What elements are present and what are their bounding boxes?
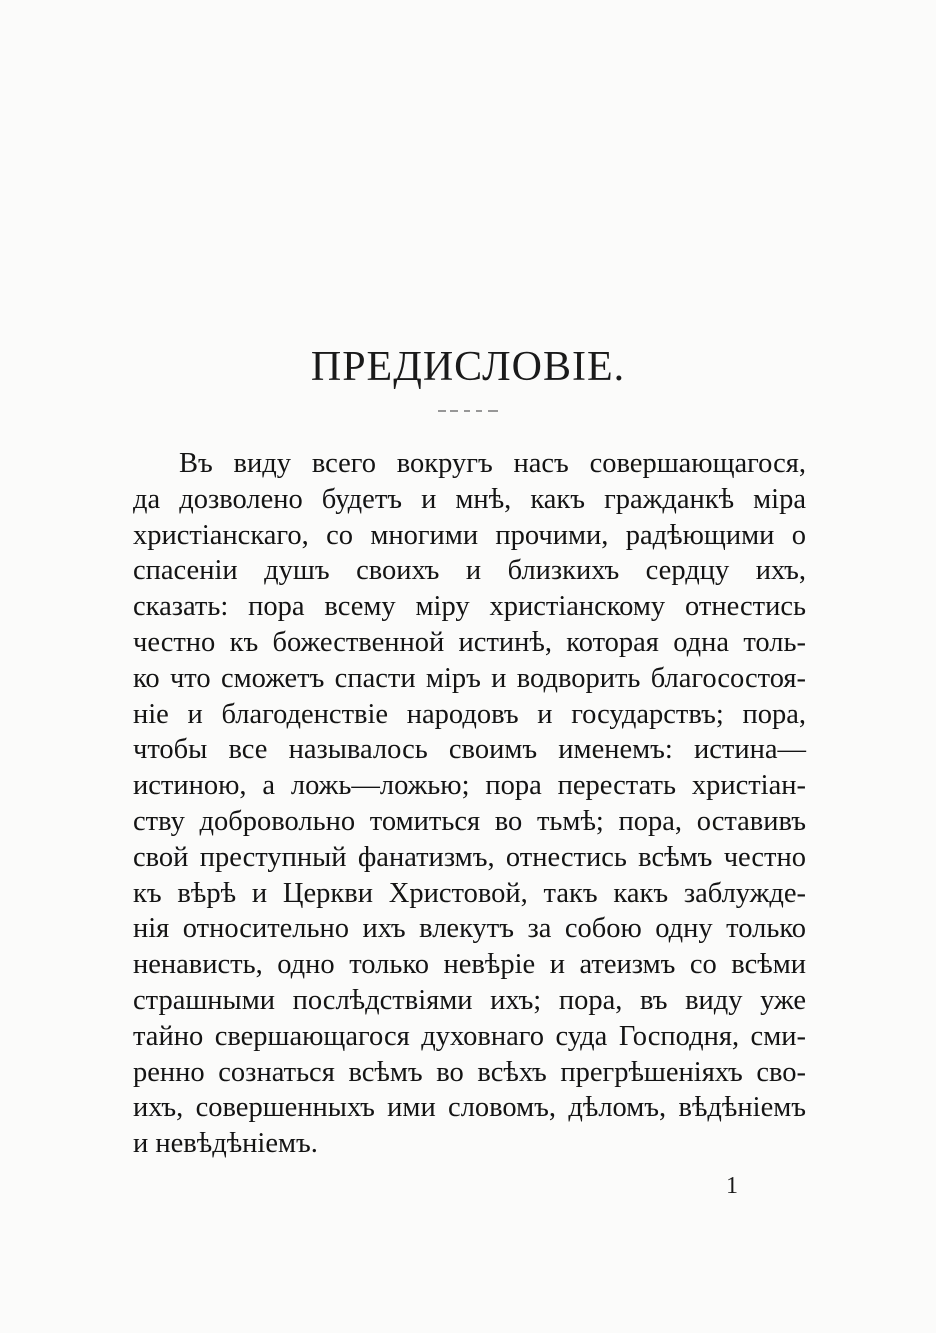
paragraph-line: чтобы все называлось своимъ именемъ: истина— xyxy=(133,734,806,766)
paragraph-line: къ вѣрѣ и Церкви Христовой, такъ какъ заблужде- xyxy=(133,877,806,909)
paragraph-line: ихъ, совершенныхъ ими словомъ, дѣломъ, вѣдѣніемъ xyxy=(133,1092,806,1124)
page-number: 1 xyxy=(726,1173,738,1199)
paragraph-line: да дозволено будетъ и мнѣ, какъ гражданкѣ міра xyxy=(133,483,806,515)
paragraph-line: и невѣдѣніемъ. xyxy=(133,1128,318,1160)
paragraph-line: страшными послѣдствіями ихъ; пора, въ виду уже xyxy=(133,984,806,1016)
paragraph-line: свой преступный фанатизмъ, отнестись всѣмъ честно xyxy=(133,841,806,873)
paragraph-line: сказать: пора всему міру христіанскому отнестись xyxy=(133,591,806,623)
paragraph-line: спасеніи душъ своихъ и близкихъ сердцу ихъ, xyxy=(133,555,806,587)
paragraph-line: тайно свершающагося духовнаго суда Господня, сми- xyxy=(133,1020,806,1052)
paragraph-line: ко что сможетъ спасти міръ и водворить благосостоя- xyxy=(133,662,806,694)
page-title: ПРЕДИСЛОВІЕ. xyxy=(310,344,626,390)
paragraph-line: ренно сознаться всѣмъ во всѣхъ прегрѣшеніяхъ сво- xyxy=(133,1056,806,1088)
paragraph-line: ненависть, одно только невѣріе и атеизмъ со всѣми xyxy=(133,949,806,981)
preface-paragraph xyxy=(133,446,806,1162)
paragraph-line: христіанскаго, со многими прочими, радѣющими о xyxy=(133,519,806,551)
paragraph-line: Въ виду всего вокругъ насъ совершающагося, xyxy=(179,448,806,479)
dashed-rule-icon xyxy=(436,408,500,414)
paragraph-line: ству добровольно томиться во тьмѣ; пора, оставивъ xyxy=(133,805,806,837)
paragraph-line: честно къ божественной истинѣ, которая одна толь- xyxy=(133,626,806,658)
paragraph-line: нія относительно ихъ влекутъ за собою одну только xyxy=(133,913,806,945)
paragraph-line: истиною, а ложь—ложью; пора перестать христіан- xyxy=(133,770,806,802)
paragraph-line: ніе и благоденствіе народовъ и государствъ; пора, xyxy=(133,698,806,730)
